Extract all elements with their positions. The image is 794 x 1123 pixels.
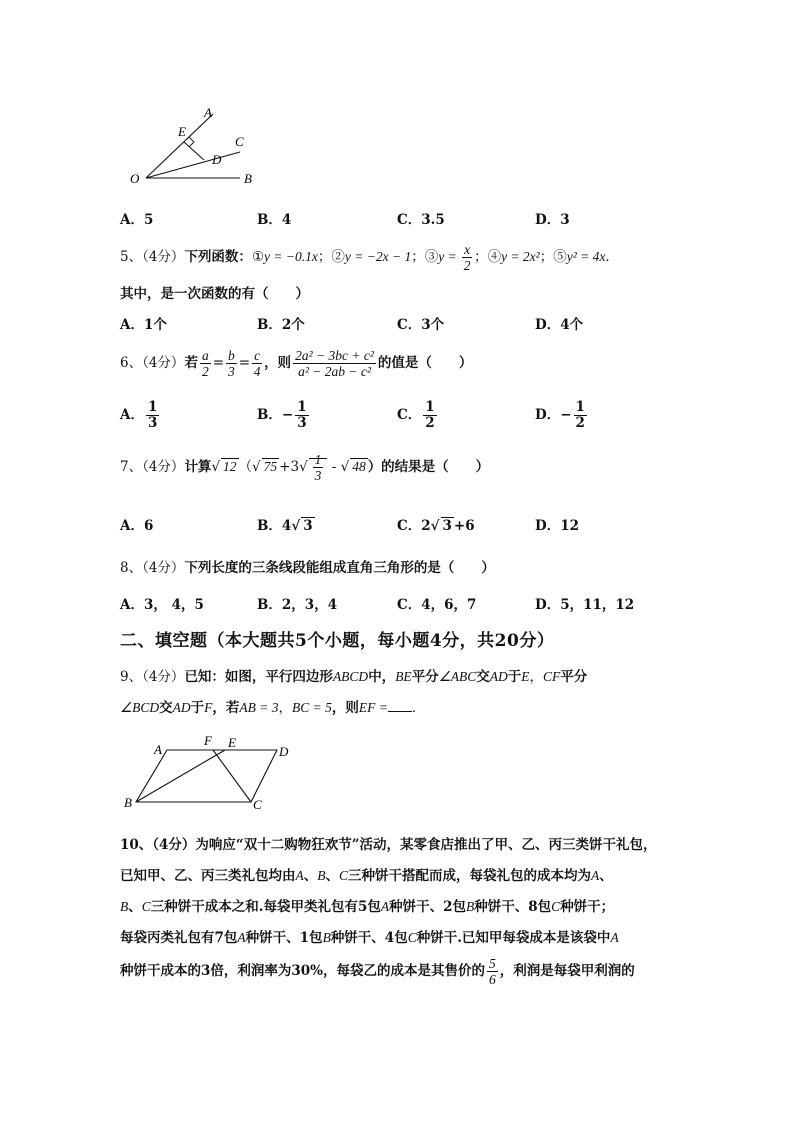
question-10-line3: B、C三种饼干成本之和.每袋甲类礼包有5包A种饼干、2包B种饼干、8包C种饼干； [120, 899, 615, 915]
label-B: B [124, 795, 132, 810]
question-6: 6、（4分）若 $\frac{a}{2}$ = $\frac{b}{3}$ = $\frac{c}{4}$ ，则 $\frac{\text{2a² − 3bc + c²}}{\text{a² − 2ab − c²}}$ 的值是（ ） [120, 348, 473, 379]
question-7: 7、（4分）计算√ 12 （√ 75 +3√ $\frac{1}{3}$ - √ 48 ）的结果是（ ） [120, 452, 490, 483]
q5-option-c: C．3个 [397, 317, 445, 333]
question-9: 9、（4分）已知：如图，平行四边形ABCD中，BE平分∠ABC交AD于E，CF平分 [120, 669, 588, 685]
angle-figure [118, 100, 268, 192]
q6-option-d: D．− $\frac{1}{2}$ [535, 399, 585, 431]
section-2-heading: 二、填空题（本大题共5个小题，每小题4分，共20分） [120, 631, 555, 651]
question-5: 5、（4分）下列函数：①y = −0.1x；②y = −2x − 1；③y = $\frac{x}{2}$ ；④y = 2x²；⑤y² = 4x． [120, 242, 619, 273]
answer-blank[interactable] [388, 699, 412, 712]
q8-option-a: A．3， 4，5 [120, 597, 204, 613]
q6-option-c: C． $\frac{1}{2}$ [397, 399, 435, 431]
q7-option-c: C．2√ 3 +6 [397, 518, 475, 534]
question-10-line2: 已知甲、乙、丙三类礼包均由A、B、C三种饼干搭配而成，每袋礼包的成本均为A、 [120, 868, 613, 884]
label-A: A [204, 105, 212, 120]
q5-option-a: A．1个 [120, 317, 167, 333]
parallelogram-figure [118, 730, 298, 814]
question-10-line4: 每袋丙类礼包有7包A种饼干、1包B种饼干、4包C种饼干.已知甲每袋成本是该袋中A [120, 930, 619, 946]
q4-option-b: B．4 [257, 212, 292, 228]
q5-option-b: B．2个 [257, 317, 305, 333]
q8-option-c: C．4，6，7 [397, 597, 477, 613]
label-D: D [212, 152, 222, 167]
q4-option-c: C．3.5 [397, 212, 445, 228]
q4-option-d: D．3 [535, 212, 570, 228]
q6-option-b: B．− $\frac{1}{3}$ [257, 399, 307, 431]
q7-option-a: A．6 [120, 518, 154, 534]
label-E: E [228, 735, 236, 750]
q7-option-b: B．4√ 3 [257, 518, 313, 534]
question-10-line5: 种饼干成本的3倍，利润率为30%，每袋乙的成本是其售价的 $\frac{5}{6}$ ，利润是每袋甲利润的 [120, 956, 635, 987]
label-B: B [244, 171, 252, 186]
label-C: C [235, 134, 244, 149]
label-C: C [253, 797, 262, 812]
label-E: E [178, 124, 186, 139]
label-F: F [204, 733, 212, 748]
question-10-line1: 10、（4分）为响应“双十二购物狂欢节”活动，某零食店推出了甲、乙、丙三类饼干礼包， [120, 837, 657, 853]
q8-option-d: D．5，11，12 [535, 597, 635, 613]
question-5-line2: 其中，是一次函数的有（ ） [120, 286, 309, 302]
q8-option-b: B．2，3，4 [257, 597, 338, 613]
question-9-line2: ∠BCD交AD于F，若AB = 3，BC = 5，则EF = ． [120, 700, 426, 716]
q5-option-d: D．4个 [535, 317, 584, 333]
question-8: 8、（4分）下列长度的三条线段能组成直角三角形的是（ ） [120, 560, 495, 576]
q4-option-a: A．5 [120, 212, 154, 228]
label-O: O [130, 171, 140, 186]
label-A: A [154, 742, 162, 757]
q7-option-d: D．12 [535, 518, 579, 534]
q6-option-a: A． $\frac{1}{3}$ [120, 399, 158, 431]
label-D: D [279, 744, 289, 759]
